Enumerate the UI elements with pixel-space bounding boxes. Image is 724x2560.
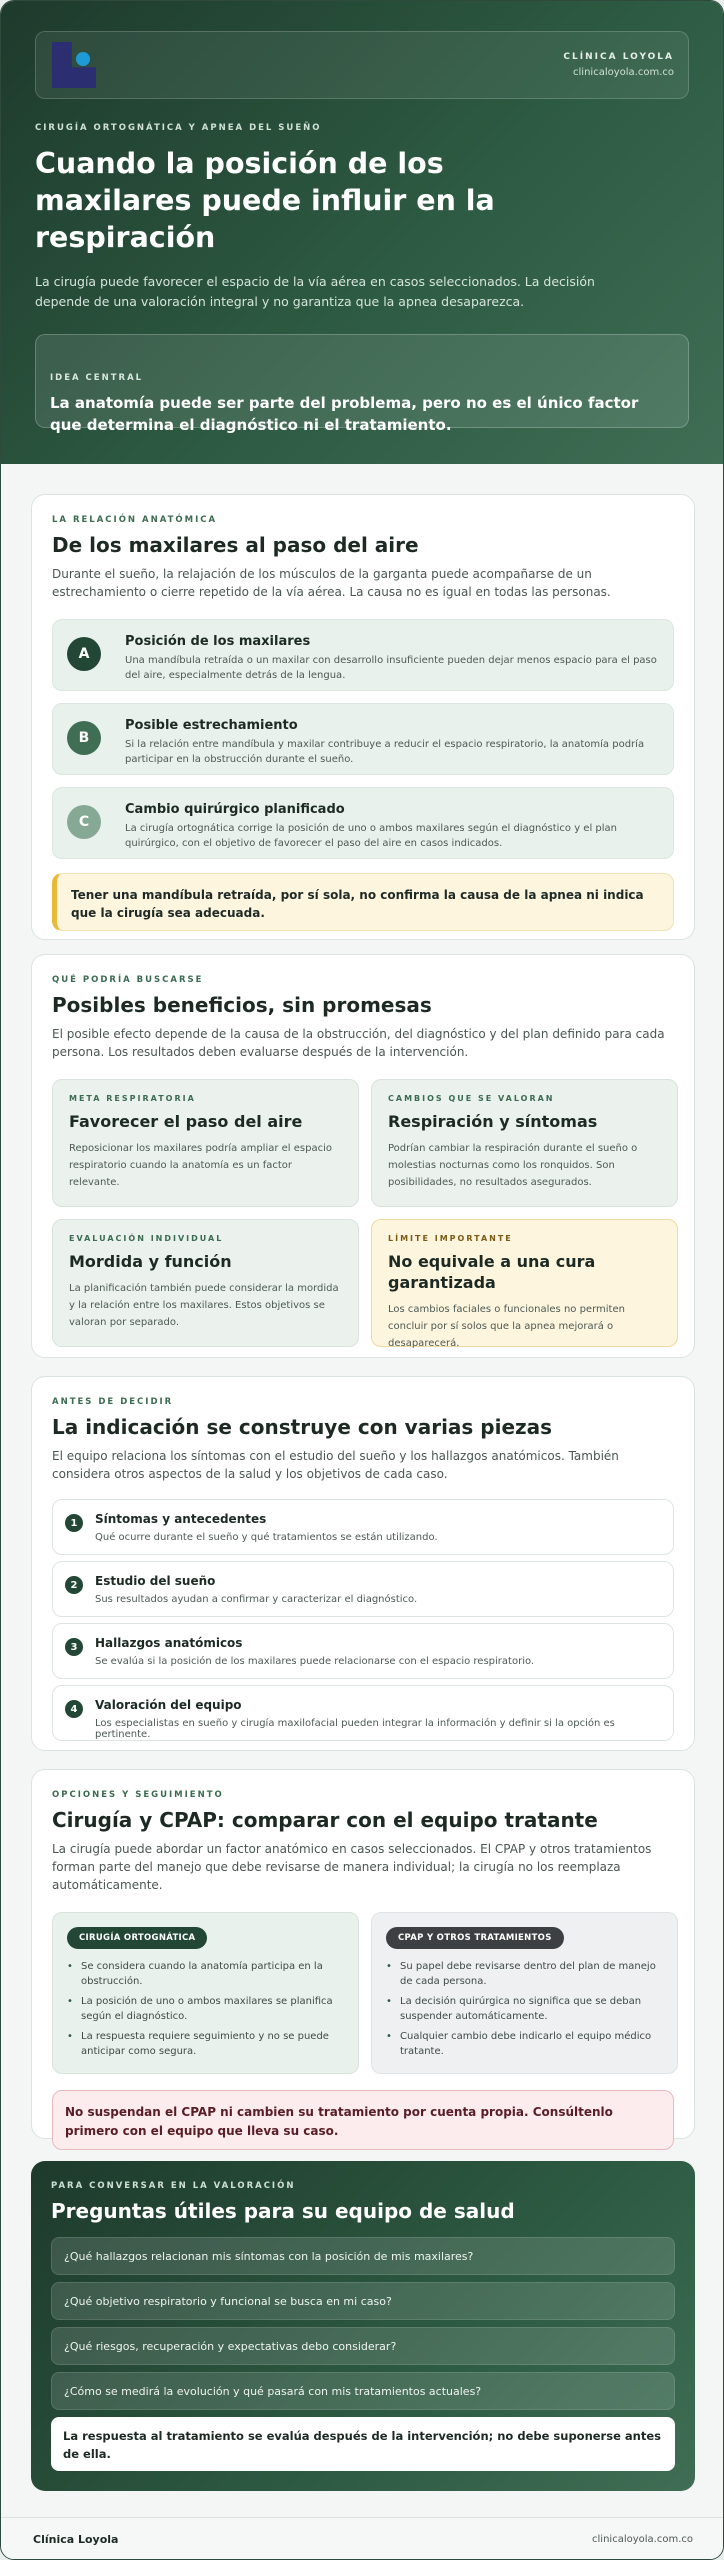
step-title: Hallazgos anatómicos: [95, 1636, 243, 1650]
step-desc: Sus resultados ayudan a confirmar y caracterizar el diagnóstico.: [95, 1594, 418, 1605]
relation-item-desc: La cirugía ortognática corrige la posición de uno o ambos maxilares según el diagnóstico y el plan quirúrgico, con el objetivo de favorecer el paso del aire en casos indicados.: [125, 823, 618, 849]
step-title: Valoración del equipo: [95, 1698, 242, 1712]
questions-section: [31, 2161, 695, 2491]
cpap-point: • La decisión quirúrgica no significa que se deban suspender automáticamente.: [386, 1994, 663, 2024]
cpap-alert: No suspendan el CPAP ni cambien su tratamiento por cuenta propia. Consúltenlo primero con el equipo que lleva su caso.: [52, 2090, 674, 2150]
question-item: ¿Qué objetivo respiratorio y funcional se busca en mi caso?: [51, 2282, 675, 2320]
footer: [1, 2517, 724, 2560]
relation-item: [52, 787, 674, 859]
decision-title: La indicación se construye con varias piezas: [52, 1415, 553, 1439]
relation-badge: B: [67, 721, 101, 755]
benefit-desc: La planificación también puede considerar la mordida y la relación entre los maxilares. Estos objetivos se valoran por separado.: [69, 1283, 339, 1328]
benefits-desc: El posible efecto depende de la causa de la obstrucción, del diagnóstico y del plan definido para cada persona. Los resultados deben evaluarse después de la intervención.: [52, 1027, 665, 1059]
clinic-url[interactable]: clinicaloyola.com.co: [573, 67, 674, 78]
hero-section: [1, 1, 723, 464]
options-title: Cirugía y CPAP: comparar con el equipo tratante: [52, 1808, 598, 1832]
step-number: 1: [65, 1514, 83, 1532]
relation-item-title: Posición de los maxilares: [125, 634, 311, 649]
benefit-desc: Los cambios faciales o funcionales no permiten concluir por sí solos que la apnea mejorará o desaparecerá.: [388, 1304, 625, 1349]
relation-item-title: Cambio quirúrgico planificado: [125, 802, 345, 817]
page-title: Cuando la posición de los maxilares puede influir en la respiración: [35, 147, 495, 254]
footer-clinic-name: Clínica Loyola: [33, 2533, 119, 2546]
benefit-title: Respiración y síntomas: [388, 1112, 598, 1131]
step-number: 3: [65, 1638, 83, 1656]
benefit-title: Favorecer el paso del aire: [69, 1112, 303, 1131]
questions-title: Preguntas útiles para su equipo de salud: [51, 2199, 515, 2223]
central-idea-kicker: IDEA CENTRAL: [50, 373, 144, 383]
step-title: Estudio del sueño: [95, 1574, 216, 1588]
relation-item-title: Posible estrechamiento: [125, 718, 298, 733]
decision-step: [52, 1623, 674, 1679]
benefits-title: Posibles beneficios, sin promesas: [52, 993, 432, 1017]
surgery-point: • La respuesta requiere seguimiento y no se puede anticipar como segura.: [67, 2029, 344, 2059]
step-desc: Los especialistas en sueño y cirugía maxilofacial pueden integrar la información y definir si la opción es pertinente.: [95, 1718, 615, 1740]
relation-warning: Tener una mandíbula retraída, por sí sola, no confirma la causa de la apnea ni indica que la cirugía sea adecuada.: [52, 873, 674, 931]
options-kicker: OPCIONES Y SEGUIMIENTO: [52, 1790, 224, 1800]
relation-badge: A: [67, 637, 101, 671]
brand-bar: [35, 31, 689, 99]
benefit-kicker: EVALUACIÓN INDIVIDUAL: [69, 1234, 224, 1243]
hero-lead: La cirugía puede favorecer el espacio de la vía aérea en casos seleccionados. La decisión depende de una valoración integral y no garantiza que la apnea desaparezca.: [35, 274, 595, 309]
decision-step: [52, 1685, 674, 1741]
cpap-point: • Cualquier cambio debe indicarlo el equipo médico tratante.: [386, 2029, 663, 2059]
options-desc: La cirugía puede abordar un factor anatómico en casos seleccionados. El CPAP y otros tratamientos forman parte del manejo que debe revisarse de manera individual; la cirugía no los reemplaza automáticamente.: [52, 1842, 652, 1892]
relation-title: De los maxilares al paso del aire: [52, 533, 419, 557]
central-idea-text: La anatomía puede ser parte del problema, pero no es el único factor que determina el diagnóstico ni el tratamiento.: [50, 394, 639, 434]
benefits-kicker: QUÉ PODRÍA BUSCARSE: [52, 975, 204, 985]
decision-section: [31, 1376, 695, 1751]
benefit-title: No equivale a una cura garantizada: [388, 1252, 596, 1292]
relation-item: [52, 703, 674, 775]
benefit-desc: Reposicionar los maxilares podría ampliar el espacio respiratorio cuando la anatomía es un factor relevante.: [69, 1143, 332, 1188]
central-idea-box: [35, 334, 689, 434]
surgery-label: CIRUGÍA ORTOGNÁTICA: [67, 1927, 207, 1949]
questions-kicker: PARA CONVERSAR EN LA VALORACIÓN: [51, 2181, 296, 2191]
decision-step: [52, 1499, 674, 1555]
brand-info: [563, 52, 674, 78]
decision-kicker: ANTES DE DECIDIR: [52, 1397, 174, 1407]
questions-note: La respuesta al tratamiento se evalúa después de la intervención; no debe suponerse antes de ella.: [51, 2417, 675, 2471]
benefit-kicker: LÍMITE IMPORTANTE: [388, 1234, 513, 1243]
benefit-title: Mordida y función: [69, 1252, 232, 1271]
step-desc: Qué ocurre durante el sueño y qué tratamientos se están utilizando.: [95, 1532, 438, 1543]
benefit-desc: Podrían cambiar la respiración durante el sueño o molestias nocturnas como los ronquidos. Son posibilidades, no resultados asegurados.: [388, 1143, 638, 1188]
relation-badge: C: [67, 805, 101, 839]
benefit-card: [52, 1079, 359, 1207]
relation-item-desc: Una mandíbula retraída o un maxilar con desarrollo insuficiente pueden dejar menos espacio para el paso del aire, especialmente detrás de la lengua.: [125, 655, 657, 681]
options-section: [31, 1769, 695, 2139]
limit-card: [371, 1219, 678, 1347]
clinic-name: CLÍNICA LOYOLA: [563, 52, 674, 62]
cpap-point: • Su papel debe revisarse dentro del plan de manejo de cada persona.: [386, 1959, 663, 1989]
cpap-column: [371, 1912, 678, 2074]
surgery-point: • La posición de uno o ambos maxilares se planifica según el diagnóstico.: [67, 1994, 344, 2024]
benefits-section: [31, 954, 695, 1358]
footer-url[interactable]: clinicaloyola.com.co: [592, 2534, 693, 2545]
surgery-column: [52, 1912, 359, 2074]
question-item: ¿Cómo se medirá la evolución y qué pasará con mis tratamientos actuales?: [51, 2372, 675, 2410]
step-title: Síntomas y antecedentes: [95, 1512, 267, 1526]
benefit-card: [371, 1079, 678, 1207]
benefit-kicker: META RESPIRATORIA: [69, 1094, 196, 1103]
cpap-label: CPAP Y OTROS TRATAMIENTOS: [386, 1927, 564, 1949]
relation-kicker: LA RELACIÓN ANATÓMICA: [52, 515, 218, 525]
relation-item: [52, 619, 674, 691]
relation-section: [31, 494, 695, 940]
step-number: 4: [65, 1700, 83, 1718]
question-item: ¿Qué hallazgos relacionan mis síntomas con la posición de mis maxilares?: [51, 2237, 675, 2275]
step-desc: Se evalúa si la posición de los maxilares puede relacionarse con el espacio respiratorio.: [95, 1656, 535, 1667]
surgery-point: • Se considera cuando la anatomía participa en la obstrucción.: [67, 1959, 344, 1989]
relation-desc: Durante el sueño, la relajación de los músculos de la garganta puede acompañarse de un estrechamiento o cierre repetido de la vía aérea. La causa no es igual en todas las personas.: [52, 567, 611, 599]
relation-item-desc: Si la relación entre mandíbula y maxilar contribuye a reducir el espacio respiratorio, la anatomía podría participar en la obstrucción durante el sueño.: [125, 739, 645, 765]
decision-step: [52, 1561, 674, 1617]
question-item: ¿Qué riesgos, recuperación y expectativas debo considerar?: [51, 2327, 675, 2365]
hero-kicker: CIRUGÍA ORTOGNÁTICA Y APNEA DEL SUEÑO: [35, 123, 322, 133]
benefit-kicker: CAMBIOS QUE SE VALORAN: [388, 1094, 555, 1103]
benefit-card: [52, 1219, 359, 1347]
clinic-logo-icon: [50, 40, 102, 90]
decision-desc: El equipo relaciona los síntomas con el estudio del sueño y los hallazgos anatómicos. También considera otros aspectos de la salud y los objetivos de cada caso.: [52, 1449, 619, 1481]
step-number: 2: [65, 1576, 83, 1594]
